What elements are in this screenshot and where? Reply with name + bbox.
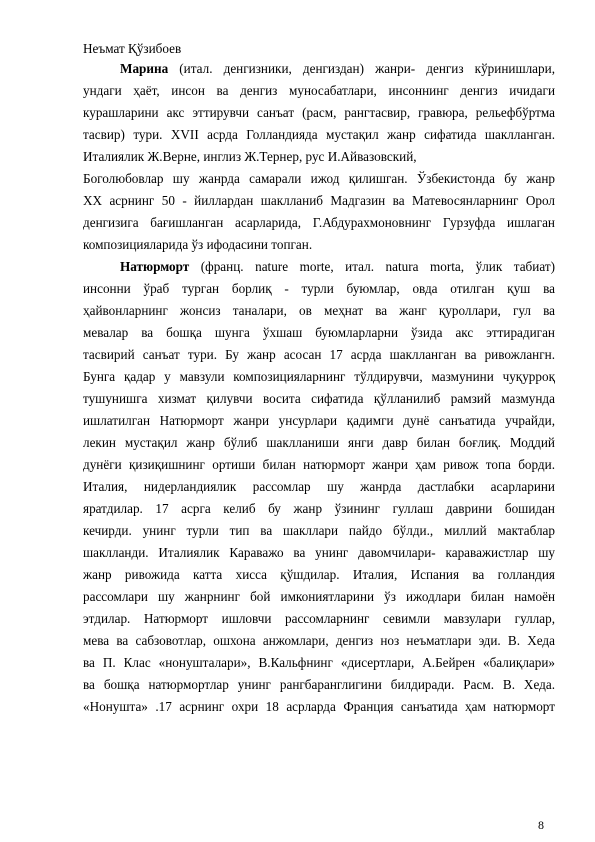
paragraph-line: курашларини акс эттирувчи санъат (расм, рангтасвир, гравюра, рельефбўртма [83,105,555,120]
paragraph-text: (франц. nature morte, итал. natura morta, ўлик табиат) [189,259,555,274]
paragraph-line: ва бошқа натюрмортлар унинг рангбаранглигини билдиради. Расм. В. Хеда. [83,677,555,692]
paragraph-line: ҳайвонларнинг жонсиз таналари, ов меҳнат ва жанг қуроллари, гул ва [83,303,555,318]
paragraph-line: Боголюбовлар шу жанрда самарали ижод қилишган. Ўзбекистонда бу жанр [83,171,555,186]
paragraph-line: этдилар. Натюрморт ишловчи рассомларнинг севимли мавзулари гуллар, [83,611,555,626]
paragraph-text: (итал. денгизники, денгиздан) жанри- денгиз кўринишлари, [168,61,555,76]
paragraph-line: шаклланди. Италиялик Караважо ва унинг давомчилари- караважистлар шу [83,545,555,560]
paragraph-line: денгизига бағишланган асарларида, Г.Абдурахмоновнинг Гурзуфда ишлаган [83,215,555,230]
paragraph-line: Бунга қадар у мавзули композицияларнинг тўлдирувчи, мазмунини чуқурроқ [83,369,555,384]
paragraph-line: мева ва сабзовотлар, ошхона анжомлари, денгиз ноз неъматлари эди. В. Хеда [83,633,555,648]
paragraph-line: тасвир) тури. XVII асрда Голландияда мустақил жанр сифатида шаклланган. [83,127,555,142]
paragraph-line: яратдилар. 17 асрга келиб бу жанр ўзининг гуллаш даврини бошидан [83,501,555,516]
paragraph-line: Италия, нидерландиялик рассомлар шу жанрда дастлабки асарларини [83,479,555,494]
paragraph-line: инсонни ўраб турган борлиқ - турли буюмлар, овда отилган қуш ва [83,281,555,296]
paragraph-line: кечирди. унинг турли тип ва шакллари пайдо бўлди., миллий мактаблар [83,523,555,538]
paragraph-line: «Нонушта» .17 асрнинг охри 18 асрларда Франция санъатида ҳам натюрморт [83,699,555,714]
term-natyurmort: Натюрморт [120,259,190,274]
paragraph-line: ундаги ҳаёт, инсон ва денгиз муносабатлари, инсоннинг денгиз ичидаги [83,83,555,98]
paragraph-line: жанр ривожида катта хисса қўшдилар. Италия, Испания ва голландия [83,567,555,582]
paragraph-line: XX асрнинг 50 - йиллардан шаклланиб Мадгазин ва Матевосянларнинг Орол [83,193,555,208]
paragraph-natyurmort-line-1 [120,258,555,275]
paragraph-marina-line-1 [120,60,555,77]
paragraph-line: рассомлари шу жанрнинг бой имкониятларини ўз ижодлари билан намоён [83,589,555,604]
paragraph-line: Италиялик Ж.Верне, инглиз Ж.Тернер, рус И.Айвазовский, [83,149,417,164]
paragraph-line: ишлатилган Натюрморт жанри унсурлари қадимги дунё санъатида учрайди, [83,413,555,428]
paragraph-line: композицияларида ўз ифодасини топган. [83,237,313,252]
page-number: 8 [538,818,544,832]
paragraph-line: ва П. Клас «нонушталари», В.Кальфнинг «дисертлари, А.Бейрен «балиқлари» [83,655,555,670]
paragraph-line: тасвирий санъат тури. Бу жанр асосан 17 асрда шаклланган ва ривожлангн. [83,347,555,362]
paragraph-line: тушунишга хизмат қилувчи восита сифатида қўлланилиб рамзий мазмунда [83,391,555,406]
author-name: Неъмат Қўзибоев [83,41,182,56]
paragraph-line: дунёги қизиқишнинг ортиши билан натюрморт жанри ҳам ривож топа борди. [83,457,555,472]
term-marina: Марина [120,61,169,76]
paragraph-line: мевалар ва бошқа шунга ўхшаш буюмларларни ўзида акс эттирадиган [83,325,555,340]
paragraph-line: лекин мустақил жанр бўлиб шаклланиши янги давр билан боғлиқ. Моддий [83,435,555,450]
